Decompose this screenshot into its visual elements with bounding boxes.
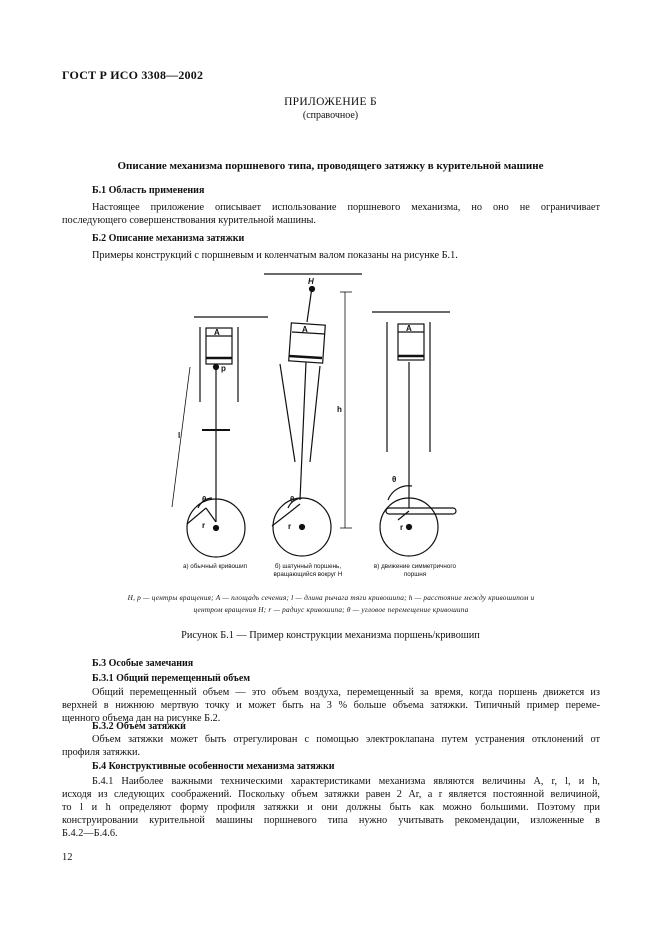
paragraph-line: Общий перемещенный объем — это объем воздуха, перемещенный за время, когда поршень движется из <box>92 687 600 698</box>
section-b1-text <box>62 201 600 227</box>
section-b31-heading: Б.3.1 Общий перемещенный объем <box>92 673 251 684</box>
paragraph-line: исходя из следующих соображений. Поскольку объем затяжки равен 2 Ar, а r является постоянной величиной, <box>62 789 600 800</box>
section-b1-heading: Б.1 Область применения <box>92 185 205 196</box>
label-h: h <box>337 405 342 414</box>
appendix-subtitle: (справочное) <box>302 110 359 121</box>
label-l: l <box>178 431 181 440</box>
caption-variant-c-line1: в) движение симметричного <box>373 563 457 570</box>
paragraph-line: Объем затяжки может быть отрегулирован с помощью электроклапана путем устранения отклонений от <box>92 734 600 745</box>
section-b4-text <box>62 775 600 840</box>
figure-caption: Рисунок Б.1 — Пример конструкции механизма поршень/кривошип <box>181 630 480 641</box>
section-b4-heading: Б.4 Конструктивные особенности механизма затяжки <box>92 761 335 772</box>
label-h-center: H <box>308 277 314 286</box>
paragraph-line: профиля затяжки. <box>62 747 141 758</box>
caption-variant-b-line2: вращающийся вокруг H <box>273 570 343 578</box>
caption-variant-c-line2: поршня <box>403 570 427 578</box>
section-b32-heading: Б.3.2 Объем затяжки <box>92 721 186 732</box>
label-r-b: r <box>288 522 292 531</box>
label-p: p <box>221 364 226 373</box>
paragraph-line: верхней в нижнюю мертвую точку и может быть на 3 % больше объема затяжки. Типичный пример переме- <box>62 700 600 711</box>
legend-line: H, p — центры вращения; A — площадь сечения; l — длина рычага тяги кривошипа; h — расстояние между кривошипом и <box>127 593 535 602</box>
section-b2-heading: Б.2 Описание механизма затяжки <box>92 233 245 244</box>
paragraph-line: Б.4.2—Б.4.6. <box>62 828 118 839</box>
figure-legend <box>62 592 600 616</box>
appendix-title: ПРИЛОЖЕНИЕ Б <box>284 96 377 108</box>
caption-variant-c <box>360 563 470 578</box>
piston-crank-figure <box>150 272 490 582</box>
label-theta-b: θ <box>290 495 295 504</box>
paragraph-line: последующего совершенствования курительной машины. <box>62 215 316 226</box>
caption-variant-b <box>258 563 358 578</box>
label-r-c: r <box>400 523 404 532</box>
paragraph-line: конструировании курительной машины поршневого типа нужно учитывать рекомендации, изложенные в <box>62 815 600 826</box>
section-b2-text <box>62 249 600 262</box>
paragraph-line: Примеры конструкций с поршневым и коленчатым валом показаны на рисунке Б.1. <box>92 250 458 261</box>
section-b32-text <box>62 733 600 759</box>
variant-a-diagram <box>172 317 268 557</box>
label-theta-c: θ <box>392 475 397 484</box>
variant-c-diagram <box>372 312 456 556</box>
document-header: ГОСТ Р ИСО 3308—2002 <box>62 68 204 82</box>
paragraph-line: Настоящее приложение описывает использование поршневого механизма, но оно не ограничивает <box>92 202 600 213</box>
variant-b-diagram <box>264 274 362 556</box>
main-title: Описание механизма поршневого типа, проводящего затяжку в курительной машине <box>117 160 544 172</box>
label-r-a: r <box>202 521 206 530</box>
paragraph-line: то l и h определяют форму профиля затяжки и они должны быть как можно большими. Поэтому при <box>62 802 600 813</box>
caption-variant-b-line1: б) шатунный поршень, <box>274 563 342 570</box>
section-b31-text <box>62 686 600 725</box>
label-area-c: A <box>406 324 412 333</box>
paragraph-line: Б.4.1 Наиболее важными техническими характеристиками механизма являются величины A, r, l, и h, <box>92 776 600 787</box>
label-theta-a: θ <box>202 495 207 504</box>
label-area-b: A <box>302 325 308 334</box>
caption-variant-a: а) обычный кривошип <box>182 563 248 570</box>
section-b3-heading: Б.3 Особые замечания <box>92 658 194 669</box>
legend-line: центром вращения H; r — радиус кривошипа; θ — угловое перемещение кривошипа <box>193 605 469 614</box>
label-area-a: A <box>214 328 220 337</box>
paragraph-line: щенного объема дан на рисунке Б.2. <box>62 713 221 724</box>
page-number: 12 <box>62 852 73 863</box>
